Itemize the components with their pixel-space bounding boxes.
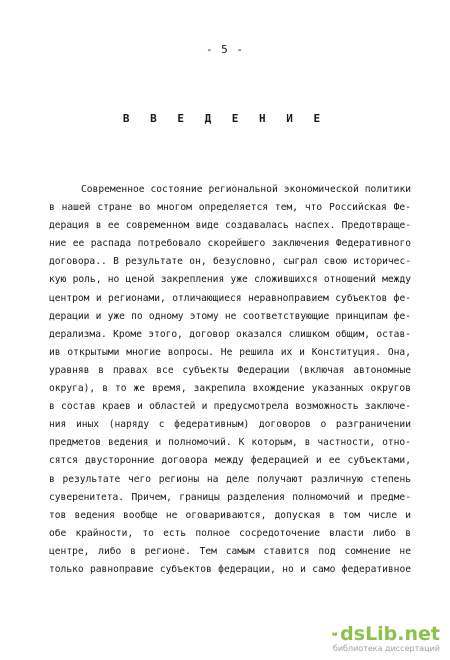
page-number: - 5 - (205, 43, 245, 56)
text-line: сятся двусторонние договора между федерацией и ее субъектами, (49, 455, 411, 467)
watermark-logo-text: dsLib.net (340, 623, 440, 645)
text-line: в результате чего регионы на деле получают различную степень (49, 473, 411, 485)
text-line: суверенитета. Причем, границы разделения полномочий и предме- (49, 491, 411, 503)
text-line: кую роль, но ценой закрепления уже сложившихся отношений между (49, 274, 411, 286)
text-line: договора.. В результате он, безусловно, сыграл свою историчес- (49, 256, 411, 268)
text-line: дерализма. Кроме этого, договор оказался слишком общим, остав- (49, 328, 411, 340)
text-line: дерации и уже по одному этому не соответствующие принципам фе- (49, 310, 411, 322)
text-line: только равноправие субъектов федерации, но и само федеративное (49, 563, 411, 575)
text-line: уравняв в правах все субъекты Федерации (включая автономные (49, 364, 411, 376)
text-line: центре, либо в регионе. Тем самым ставится под сомнение не (49, 545, 411, 557)
section-heading: В В Е Д Е Н И Е (122, 112, 328, 125)
text-line: ние ее распада потребовало скорейшего заключения Федеративного (49, 238, 411, 250)
text-line: округа), в то же время, закрепила вхождение указанных округов (49, 383, 411, 395)
text-line: дерация в ее современном виде создавалась наспех. Предотвраще- (49, 220, 411, 232)
watermark-logo[interactable] (332, 624, 440, 644)
text-line: ив открытыми многие вопросы. Не решила их и Конституция. Она, (49, 346, 411, 358)
book-icon (332, 627, 337, 641)
text-line: предметов ведения и полномочий. К которым, в частности, отно- (49, 437, 411, 449)
text-line: в состав краев и областей и предусмотрела возможность заключе- (49, 401, 411, 413)
watermark[interactable] (332, 624, 440, 654)
text-line: тов ведения вообще не оговариваются, допуская в том числе и (49, 509, 411, 521)
text-line: в нашей стране во многом определяется тем, что Российская Фе- (49, 202, 411, 214)
body-text (49, 181, 411, 579)
text-line: обе крайности, то есть полное сосредоточение власти либо в (49, 527, 411, 539)
text-line: центром и регионами, отличающиеся неравноправием субъектов фе- (49, 292, 411, 304)
text-line: Современное состояние региональной экономической политики (81, 184, 411, 195)
watermark-tagline: библиотека диссертаций (332, 644, 440, 653)
text-line: ния иных (наряду с федеративным) договоров о разграничении (49, 419, 411, 431)
